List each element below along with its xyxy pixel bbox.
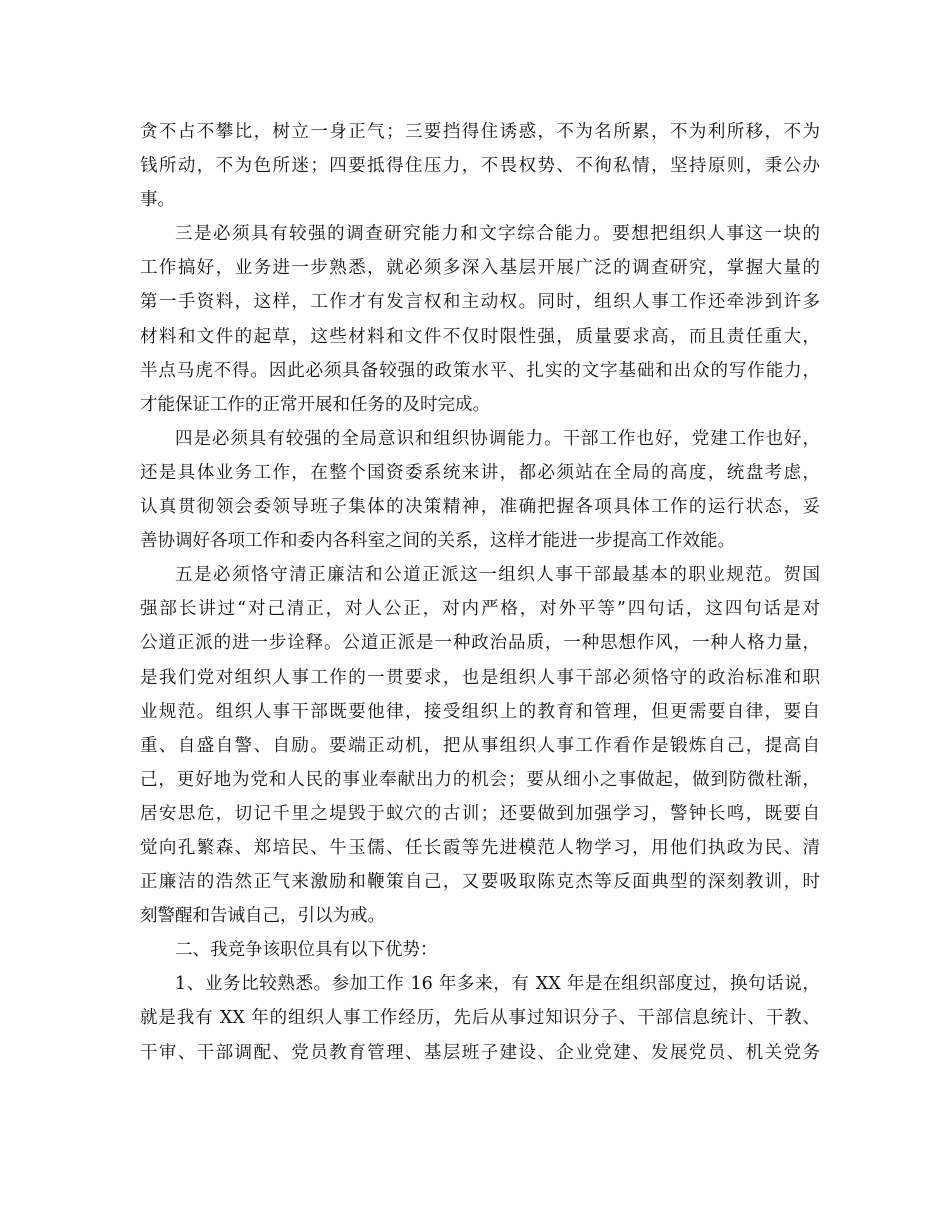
text-line: 正廉洁的浩然正气来激励和鞭策自己，又要吸取陈克杰等反面典型的深刻教训，时 [140, 872, 820, 893]
paragraph-business-familiarity [140, 967, 820, 1069]
text-line: 强部长讲过“对己清正，对人公正，对内严格，对外平等”四句话，这四句话是对 [140, 599, 820, 620]
text-line: 才能保证工作的正常开展和任务的及时完成。 [140, 394, 490, 415]
text-line: 五是必须恪守清正廉洁和公道正派这一组织人事干部最基本的职业规范。贺国 [175, 565, 820, 586]
text-line: 己，更好地为党和人民的事业奉献出力的机会；要从细小之事做起，做到防微杜渐， [140, 769, 820, 790]
document-body [140, 115, 820, 1070]
text-line: 善协调好各项工作和委内各科室之间的关系，这样才能进一步提高工作效能。 [140, 531, 735, 552]
paragraph-integrity [140, 558, 820, 933]
text-line: 是我们党对组织人事工作的一贯要求，也是组织人事干部必须恪守的政治标准和职 [140, 667, 820, 688]
text-line: 公道正派的进一步诠释。公道正派是一种政治品质，一种思想作风，一种人格力量， [140, 633, 820, 654]
paragraph-research-ability [140, 217, 820, 422]
text-line: 工作搞好，业务进一步熟悉，就必须多深入基层开展广泛的调查研究，掌握大量的 [140, 258, 820, 279]
text-line: 1、业务比较熟悉。参加工作 16 年多来，有 XX 年是在组织部度过，换句话说， [175, 974, 820, 995]
text-line: 就是我有 XX 年的组织人事工作经历，先后从事过知识分子、干部信息统计、干教、 [140, 1008, 820, 1029]
text-line: 贪不占不攀比，树立一身正气；三要挡得住诱惑，不为名所累，不为利所移，不为 [140, 122, 820, 142]
text-line: 四是必须具有较强的全局意识和组织协调能力。干部工作也好，党建工作也好， [175, 428, 820, 449]
text-line: 刻警醒和告诫自己，引以为戒。 [140, 906, 385, 927]
text-line: 还是具体业务工作，在整个国资委系统来讲，都必须站在全局的高度，统盘考虑， [140, 462, 820, 483]
section-heading-advantages [140, 933, 820, 967]
paragraph-overall-awareness [140, 422, 820, 558]
text-line: 干审、干部调配、党员教育管理、基层班子建设、企业党建、发展党员、机关党务 [140, 1042, 820, 1063]
text-line: 二、我竞争该职位具有以下优势： [175, 940, 438, 961]
text-line: 觉向孔繁森、郑培民、牛玉儒、任长霞等先进模范人物学习，用他们执政为民、清 [140, 837, 820, 858]
paragraph-continuation [140, 115, 820, 217]
text-line: 第一手资料，这样，工作才有发言权和主动权。同时，组织人事工作还牵涉到许多 [140, 292, 820, 313]
text-line: 事。 [140, 190, 175, 211]
text-line: 钱所动，不为色所迷；四要抵得住压力，不畏权势、不徇私情，坚持原则，秉公办 [140, 156, 820, 177]
text-line: 三是必须具有较强的调查研究能力和文字综合能力。要想把组织人事这一块的 [175, 224, 820, 245]
text-line: 重、自盛自警、自励。要端正动机，把从事组织人事工作看作是锻炼自己，提高自 [140, 735, 820, 756]
text-line: 材料和文件的起草，这些材料和文件不仅时限性强，质量要求高，而且责任重大， [140, 326, 820, 347]
text-line: 业规范。组织人事干部既要他律，接受组织上的教育和管理，但更需要自律，要自 [140, 701, 820, 722]
text-line: 认真贯彻领会委领导班子集体的决策精神，准确把握各项具体工作的运行状态，妥 [140, 497, 820, 518]
text-line: 居安思危，切记千里之堤毁于蚁穴的古训；还要做到加强学习，警钟长鸣，既要自 [140, 803, 820, 824]
text-line: 半点马虎不得。因此必须具备较强的政策水平、扎实的文字基础和出众的写作能力， [140, 360, 820, 381]
